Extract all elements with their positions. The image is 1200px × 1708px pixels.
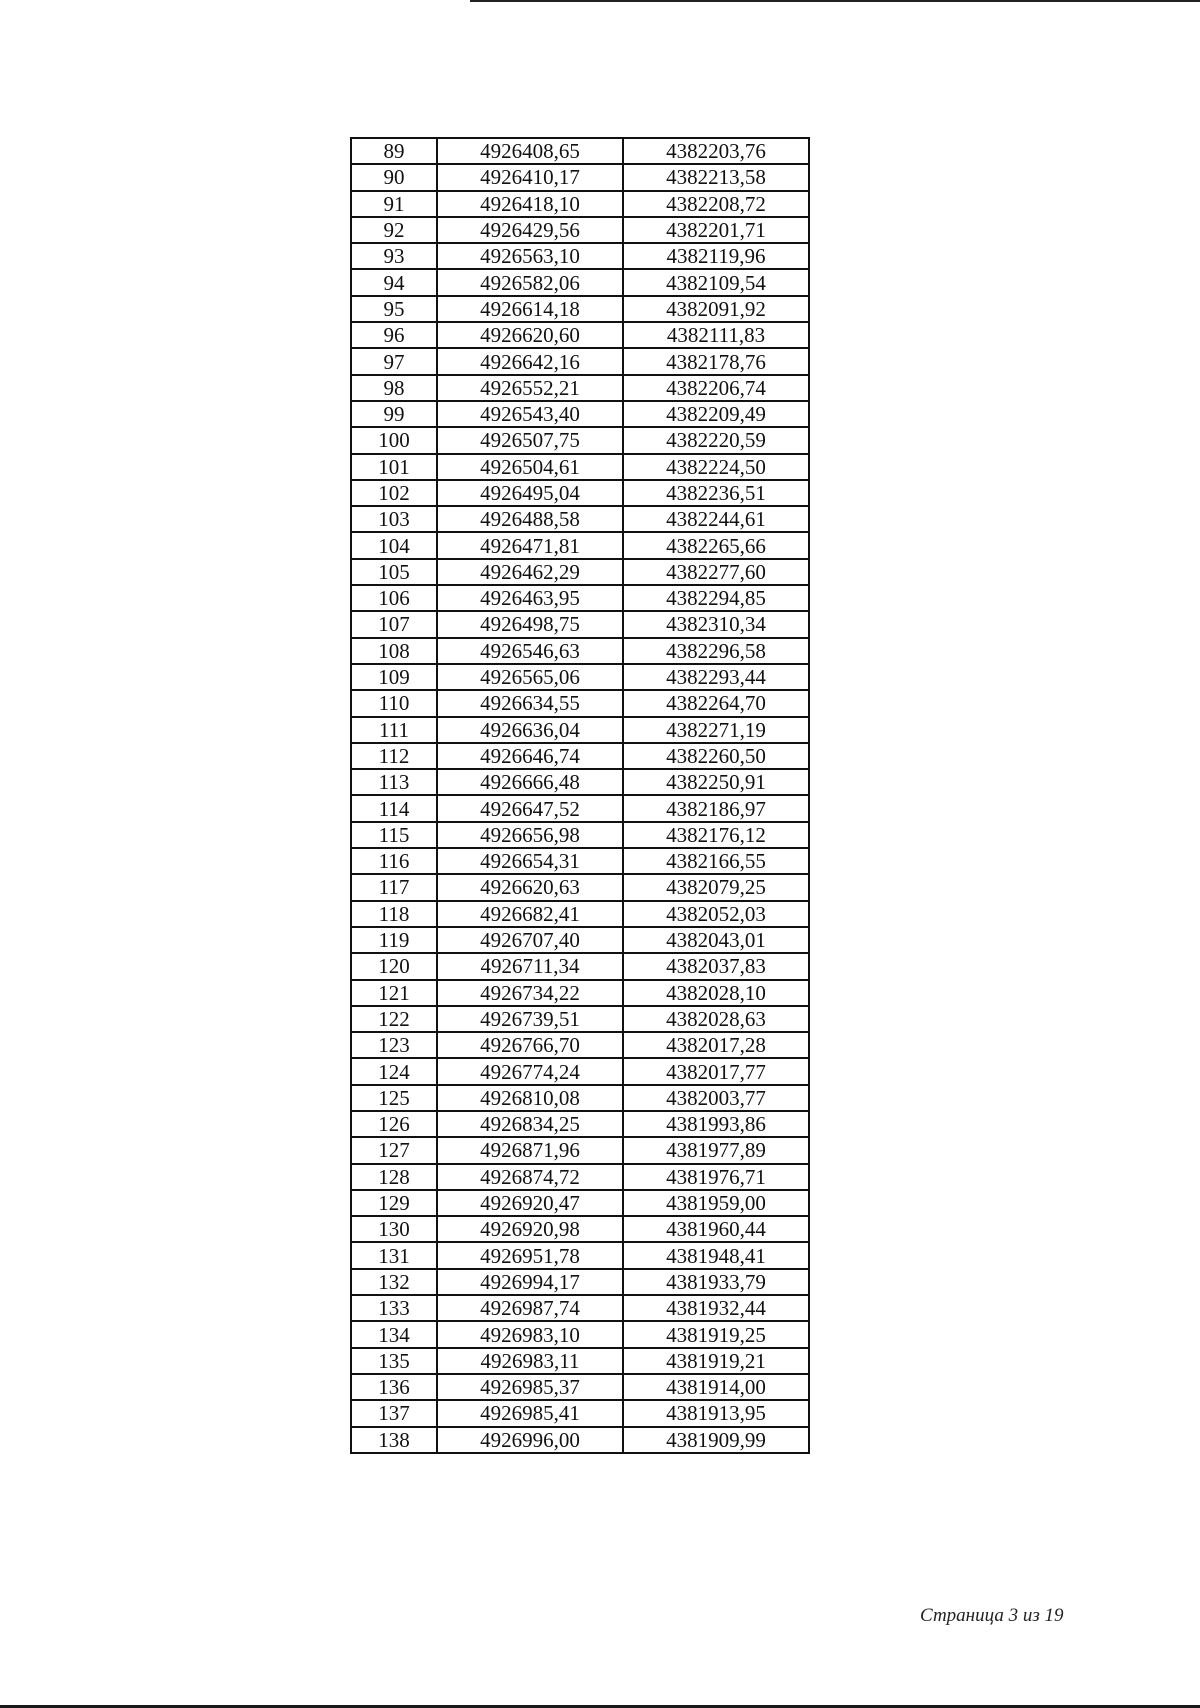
x-coordinate-cell: 4926654,31 — [437, 848, 623, 874]
y-coordinate-cell: 4382003,77 — [623, 1085, 809, 1111]
table-row — [351, 1348, 809, 1374]
x-coordinate-cell: 4926920,98 — [437, 1216, 623, 1242]
x-coordinate-cell: 4926994,17 — [437, 1269, 623, 1295]
point-number-cell: 102 — [351, 480, 437, 506]
y-coordinate-cell: 4381933,79 — [623, 1269, 809, 1295]
x-coordinate-cell: 4926565,06 — [437, 664, 623, 690]
y-coordinate-cell: 4382109,54 — [623, 269, 809, 295]
y-coordinate-cell: 4382277,60 — [623, 559, 809, 585]
y-coordinate-cell: 4381948,41 — [623, 1242, 809, 1268]
point-number-cell: 116 — [351, 848, 437, 874]
point-number-cell: 136 — [351, 1374, 437, 1400]
x-coordinate-cell: 4926507,75 — [437, 427, 623, 453]
point-number-cell: 126 — [351, 1111, 437, 1137]
x-coordinate-cell: 4926871,96 — [437, 1137, 623, 1163]
y-coordinate-cell: 4381959,00 — [623, 1190, 809, 1216]
point-number-cell: 135 — [351, 1348, 437, 1374]
point-number-cell: 108 — [351, 638, 437, 664]
y-coordinate-cell: 4382091,92 — [623, 296, 809, 322]
y-coordinate-cell: 4382176,12 — [623, 822, 809, 848]
y-coordinate-cell: 4382017,77 — [623, 1058, 809, 1084]
x-coordinate-cell: 4926707,40 — [437, 927, 623, 953]
point-number-cell: 111 — [351, 717, 437, 743]
x-coordinate-cell: 4926682,41 — [437, 901, 623, 927]
point-number-cell: 95 — [351, 296, 437, 322]
x-coordinate-cell: 4926634,55 — [437, 690, 623, 716]
table-row — [351, 690, 809, 716]
point-number-cell: 105 — [351, 559, 437, 585]
table-row — [351, 1400, 809, 1426]
point-number-cell: 109 — [351, 664, 437, 690]
point-number-cell: 129 — [351, 1190, 437, 1216]
table-row — [351, 401, 809, 427]
point-number-cell: 112 — [351, 743, 437, 769]
table-row — [351, 769, 809, 795]
x-coordinate-cell: 4926920,47 — [437, 1190, 623, 1216]
y-coordinate-cell: 4382310,34 — [623, 611, 809, 637]
x-coordinate-cell: 4926543,40 — [437, 401, 623, 427]
table-row — [351, 927, 809, 953]
scan-edge-line-top — [470, 0, 1200, 2]
table-row — [351, 191, 809, 217]
table-row — [351, 506, 809, 532]
y-coordinate-cell: 4381919,21 — [623, 1348, 809, 1374]
table-row — [351, 1137, 809, 1163]
y-coordinate-cell: 4382052,03 — [623, 901, 809, 927]
y-coordinate-cell: 4382203,76 — [623, 138, 809, 164]
table-row — [351, 717, 809, 743]
table-row — [351, 480, 809, 506]
table-row — [351, 532, 809, 558]
point-number-cell: 119 — [351, 927, 437, 953]
table-row — [351, 269, 809, 295]
y-coordinate-cell: 4382209,49 — [623, 401, 809, 427]
y-coordinate-cell: 4382265,66 — [623, 532, 809, 558]
x-coordinate-cell: 4926504,61 — [437, 454, 623, 480]
point-number-cell: 138 — [351, 1427, 437, 1453]
point-number-cell: 97 — [351, 348, 437, 374]
table-row — [351, 1427, 809, 1453]
point-number-cell: 98 — [351, 375, 437, 401]
x-coordinate-cell: 4926734,22 — [437, 980, 623, 1006]
y-coordinate-cell: 4382264,70 — [623, 690, 809, 716]
point-number-cell: 137 — [351, 1400, 437, 1426]
y-coordinate-cell: 4382079,25 — [623, 874, 809, 900]
point-number-cell: 120 — [351, 953, 437, 979]
table-row — [351, 953, 809, 979]
table-row — [351, 1242, 809, 1268]
table-row — [351, 611, 809, 637]
point-number-cell: 117 — [351, 874, 437, 900]
y-coordinate-cell: 4381976,71 — [623, 1164, 809, 1190]
point-number-cell: 107 — [351, 611, 437, 637]
x-coordinate-cell: 4926647,52 — [437, 795, 623, 821]
coordinates-table-body — [351, 138, 809, 1453]
x-coordinate-cell: 4926636,04 — [437, 717, 623, 743]
x-coordinate-cell: 4926983,10 — [437, 1321, 623, 1347]
table-row — [351, 1164, 809, 1190]
x-coordinate-cell: 4926429,56 — [437, 217, 623, 243]
table-row — [351, 1190, 809, 1216]
x-coordinate-cell: 4926874,72 — [437, 1164, 623, 1190]
point-number-cell: 134 — [351, 1321, 437, 1347]
x-coordinate-cell: 4926418,10 — [437, 191, 623, 217]
point-number-cell: 127 — [351, 1137, 437, 1163]
y-coordinate-cell: 4382119,96 — [623, 243, 809, 269]
point-number-cell: 101 — [351, 454, 437, 480]
point-number-cell: 100 — [351, 427, 437, 453]
x-coordinate-cell: 4926666,48 — [437, 769, 623, 795]
table-row — [351, 1321, 809, 1347]
table-row — [351, 638, 809, 664]
y-coordinate-cell: 4382208,72 — [623, 191, 809, 217]
table-row — [351, 454, 809, 480]
table-row — [351, 1374, 809, 1400]
x-coordinate-cell: 4926996,00 — [437, 1427, 623, 1453]
table-row — [351, 743, 809, 769]
y-coordinate-cell: 4382111,83 — [623, 322, 809, 348]
x-coordinate-cell: 4926563,10 — [437, 243, 623, 269]
x-coordinate-cell: 4926495,04 — [437, 480, 623, 506]
y-coordinate-cell: 4382037,83 — [623, 953, 809, 979]
point-number-cell: 113 — [351, 769, 437, 795]
x-coordinate-cell: 4926488,58 — [437, 506, 623, 532]
table-row — [351, 375, 809, 401]
y-coordinate-cell: 4381914,00 — [623, 1374, 809, 1400]
table-row — [351, 348, 809, 374]
y-coordinate-cell: 4382296,58 — [623, 638, 809, 664]
table-row — [351, 1058, 809, 1084]
point-number-cell: 122 — [351, 1006, 437, 1032]
point-number-cell: 114 — [351, 795, 437, 821]
table-row — [351, 296, 809, 322]
point-number-cell: 103 — [351, 506, 437, 532]
table-row — [351, 585, 809, 611]
point-number-cell: 121 — [351, 980, 437, 1006]
table-row — [351, 559, 809, 585]
x-coordinate-cell: 4926987,74 — [437, 1295, 623, 1321]
table-row — [351, 874, 809, 900]
y-coordinate-cell: 4382028,63 — [623, 1006, 809, 1032]
y-coordinate-cell: 4382250,91 — [623, 769, 809, 795]
y-coordinate-cell: 4382178,76 — [623, 348, 809, 374]
point-number-cell: 125 — [351, 1085, 437, 1111]
x-coordinate-cell: 4926711,34 — [437, 953, 623, 979]
x-coordinate-cell: 4926739,51 — [437, 1006, 623, 1032]
x-coordinate-cell: 4926498,75 — [437, 611, 623, 637]
point-number-cell: 110 — [351, 690, 437, 716]
y-coordinate-cell: 4382043,01 — [623, 927, 809, 953]
x-coordinate-cell: 4926834,25 — [437, 1111, 623, 1137]
point-number-cell: 89 — [351, 138, 437, 164]
x-coordinate-cell: 4926620,63 — [437, 874, 623, 900]
point-number-cell: 106 — [351, 585, 437, 611]
point-number-cell: 91 — [351, 191, 437, 217]
y-coordinate-cell: 4381909,99 — [623, 1427, 809, 1453]
table-row — [351, 1216, 809, 1242]
y-coordinate-cell: 4382186,97 — [623, 795, 809, 821]
x-coordinate-cell: 4926471,81 — [437, 532, 623, 558]
point-number-cell: 96 — [351, 322, 437, 348]
y-coordinate-cell: 4382236,51 — [623, 480, 809, 506]
point-number-cell: 124 — [351, 1058, 437, 1084]
page-number-footer: Страница 3 из 19 — [920, 1605, 1064, 1626]
table-row — [351, 1111, 809, 1137]
x-coordinate-cell: 4926985,37 — [437, 1374, 623, 1400]
x-coordinate-cell: 4926408,65 — [437, 138, 623, 164]
point-number-cell: 99 — [351, 401, 437, 427]
point-number-cell: 90 — [351, 164, 437, 190]
table-row — [351, 1085, 809, 1111]
table-row — [351, 848, 809, 874]
y-coordinate-cell: 4381932,44 — [623, 1295, 809, 1321]
point-number-cell: 128 — [351, 1164, 437, 1190]
point-number-cell: 93 — [351, 243, 437, 269]
y-coordinate-cell: 4381977,89 — [623, 1137, 809, 1163]
table-row — [351, 1269, 809, 1295]
y-coordinate-cell: 4381960,44 — [623, 1216, 809, 1242]
x-coordinate-cell: 4926552,21 — [437, 375, 623, 401]
point-number-cell: 132 — [351, 1269, 437, 1295]
table-row — [351, 1006, 809, 1032]
table-row — [351, 427, 809, 453]
y-coordinate-cell: 4382260,50 — [623, 743, 809, 769]
table-row — [351, 901, 809, 927]
coordinates-table — [350, 137, 810, 1454]
y-coordinate-cell: 4382206,74 — [623, 375, 809, 401]
x-coordinate-cell: 4926810,08 — [437, 1085, 623, 1111]
x-coordinate-cell: 4926983,11 — [437, 1348, 623, 1374]
table-row — [351, 822, 809, 848]
y-coordinate-cell: 4382293,44 — [623, 664, 809, 690]
x-coordinate-cell: 4926462,29 — [437, 559, 623, 585]
x-coordinate-cell: 4926463,95 — [437, 585, 623, 611]
y-coordinate-cell: 4382028,10 — [623, 980, 809, 1006]
y-coordinate-cell: 4381913,95 — [623, 1400, 809, 1426]
y-coordinate-cell: 4382224,50 — [623, 454, 809, 480]
x-coordinate-cell: 4926766,70 — [437, 1032, 623, 1058]
y-coordinate-cell: 4382201,71 — [623, 217, 809, 243]
point-number-cell: 130 — [351, 1216, 437, 1242]
x-coordinate-cell: 4926774,24 — [437, 1058, 623, 1084]
x-coordinate-cell: 4926410,17 — [437, 164, 623, 190]
table-row — [351, 980, 809, 1006]
table-row — [351, 1032, 809, 1058]
table-row — [351, 795, 809, 821]
x-coordinate-cell: 4926985,41 — [437, 1400, 623, 1426]
x-coordinate-cell: 4926951,78 — [437, 1242, 623, 1268]
x-coordinate-cell: 4926620,60 — [437, 322, 623, 348]
point-number-cell: 92 — [351, 217, 437, 243]
x-coordinate-cell: 4926614,18 — [437, 296, 623, 322]
y-coordinate-cell: 4382271,19 — [623, 717, 809, 743]
x-coordinate-cell: 4926646,74 — [437, 743, 623, 769]
table-row — [351, 138, 809, 164]
point-number-cell: 123 — [351, 1032, 437, 1058]
x-coordinate-cell: 4926582,06 — [437, 269, 623, 295]
table-row — [351, 217, 809, 243]
y-coordinate-cell: 4382213,58 — [623, 164, 809, 190]
table-row — [351, 243, 809, 269]
table-row — [351, 1295, 809, 1321]
point-number-cell: 104 — [351, 532, 437, 558]
y-coordinate-cell: 4382017,28 — [623, 1032, 809, 1058]
x-coordinate-cell: 4926642,16 — [437, 348, 623, 374]
table-row — [351, 164, 809, 190]
y-coordinate-cell: 4382166,55 — [623, 848, 809, 874]
point-number-cell: 131 — [351, 1242, 437, 1268]
y-coordinate-cell: 4382220,59 — [623, 427, 809, 453]
y-coordinate-cell: 4382244,61 — [623, 506, 809, 532]
x-coordinate-cell: 4926546,63 — [437, 638, 623, 664]
y-coordinate-cell: 4381919,25 — [623, 1321, 809, 1347]
table-row — [351, 322, 809, 348]
y-coordinate-cell: 4381993,86 — [623, 1111, 809, 1137]
point-number-cell: 115 — [351, 822, 437, 848]
point-number-cell: 133 — [351, 1295, 437, 1321]
x-coordinate-cell: 4926656,98 — [437, 822, 623, 848]
point-number-cell: 118 — [351, 901, 437, 927]
table-row — [351, 664, 809, 690]
y-coordinate-cell: 4382294,85 — [623, 585, 809, 611]
point-number-cell: 94 — [351, 269, 437, 295]
